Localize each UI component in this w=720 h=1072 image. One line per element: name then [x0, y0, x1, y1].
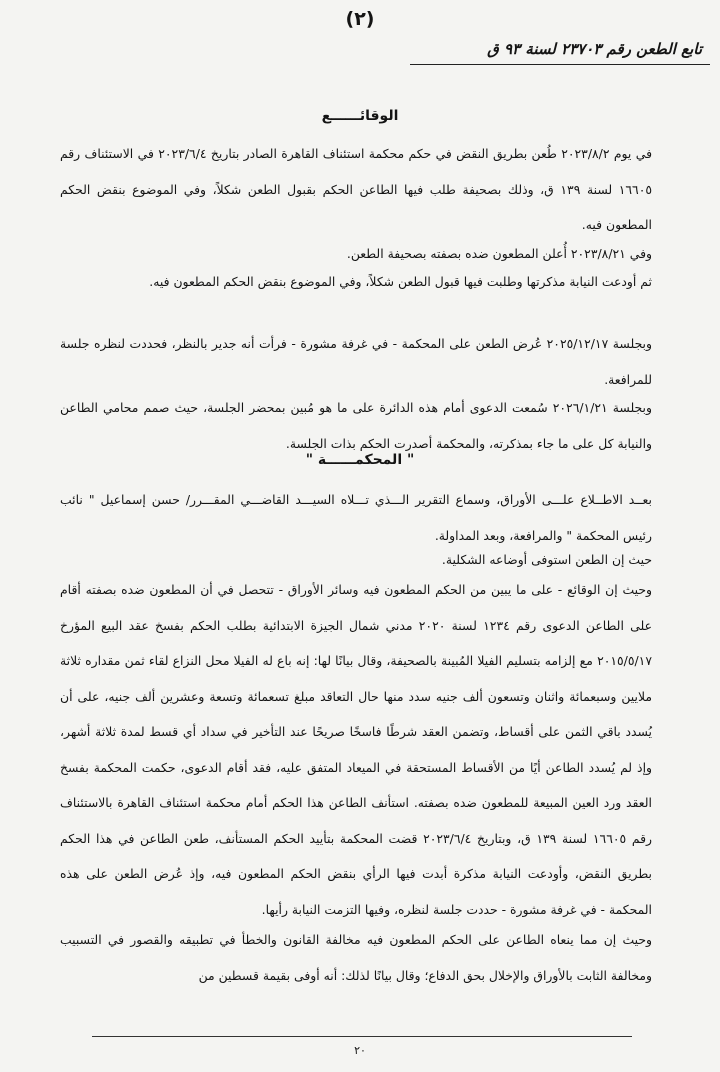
facts-section-title: الوقائــــــع — [321, 108, 399, 124]
paragraph-appeal-grounds: وحيث إن مما ينعاه الطاعن على الحكم المطعون فيه مخالفة القانون والخطأ في تطبيقه والقصور في التسبيب ومخالفة الثابت بالأوراق والإخلال بحق الدفاع؛ وقال بيانًا لذلك: أنه أوفى بقيمة قسطين من — [60, 932, 652, 983]
paragraph-prosecution-memo: ثم أودعت النيابة مذكرتها وطلبت فيها قبول الطعن شكلاً، وفي الموضوع بنقض الحكم المطعون فيه. — [149, 274, 652, 289]
header-underline — [410, 64, 710, 65]
footer-rule — [92, 1036, 632, 1037]
paragraph-filing: في يوم ٢٠٢٣/٨/٢ طُعن بطريق النقض في حكم محكمة استئناف القاهرة الصادر بتاريخ ٢٠٢٣/٦/٤ في الاستئناف رقم ١٦٦٠٥ لسنة ١٣٩ ق، وذلك بصحيفة طلب فيها الطاعن الحكم بقبول الطعن شكلاً، وفي الموضوع بنقض الحكم المطعون فيه. — [60, 146, 653, 232]
page-number: (٢) — [345, 8, 375, 30]
paragraph-deliberation: بعــد الاطــلاع علـــى الأوراق، وسماع التقرير الـــذي تـــلاه السيـــد القاضـــي المقـــرر/ حسن إسماعيل " نائب رئيس المحكمة " والمرافعة، وبعد المداولة. — [60, 492, 652, 543]
court-section-title: " المحكمــــــة " — [305, 452, 415, 468]
paragraph-chamber-review: وبجلسة ٢٠٢٥/١٢/١٧ عُرض الطعن على المحكمة - في غرفة مشورة - فرأت أنه جدير بالنظر، فحددت لنظره جلسة للمرافعة. — [60, 336, 652, 387]
paragraph-notification: وفي ٢٠٢٣/٨/٢١ أُعلن المطعون ضده بصفته بصحيفة الطعن. — [346, 246, 652, 261]
paragraph-case-facts: وحيث إن الوقائع - على ما يبين من الحكم المطعون فيه وسائر الأوراق - تتحصل في أن المطعون ضده بصفته أقام على الطاعن الدعوى رقم ١٢٣٤ لسنة ٢٠٢٠ مدني شمال الجيزة الابتدائية بطلب الحكم بفسخ عقد البيع المؤرخ ٢٠١٥/٥/١٧ مع إلزامه بتسليم الفيلا المُبينة بالصحيفة، وقال بيانًا لها: إنه باع له الفيلا محل النزاع لقاء ثمن مقداره ثلاثة ملايين وسبعمائة واثنان وتسعون ألف جنيه سدد منها حال التعاقد مبلغ تسعمائة وتسعة وعشرين ألف جنيه، على أن يُسدد باقي الثمن على أقساط، وتضمن العقد شرطًا فاسخًا صريحًا عند التأخير في سداد أي قسط لمدة ثلاثة أشهر، وإذ لم يُسدد الطاعن أيًا من الأقساط المستحقة في الميعاد المتفق عليه، فقد أقام الدعوى، حكمت المحكمة بفسخ العقد ورد العين المبيعة للمطعون ضده بصفته. استأنف الطاعن هذا الحكم أمام محكمة استئناف القاهرة بالاستئناف رقم ١٦٦٠٥ لسنة ١٣٩ ق، وبتاريخ ٢٠٢٣/٦/٤ قضت المحكمة بتأييد الحكم المستأنف، طعن الطاعن في هذا الحكم بطريق النقض، وأودعت النيابة مذكرة أبدت فيها الرأي بنقض الحكم المطعون فيه، وإذ عُرض الطعن على هذه المحكمة - في غرفة مشورة - حددت جلسة لنظره، وفيها التزمت النيابة رأيها. — [60, 582, 652, 917]
paragraph-formal-admissibility: حيث إن الطعن استوفى أوضاعه الشكلية. — [441, 552, 652, 567]
paragraph-hearing: وبجلسة ٢٠٢٦/١/٢١ سُمعت الدعوى أمام هذه الدائرة على ما هو مُبين بمحضر الجلسة، حيث صمم محامي الطاعن والنيابة كل على ما جاء بمذكرته، والمحكمة أصدرت الحكم بذات الجلسة. — [60, 400, 652, 451]
footer-page-mark: ٢٠ — [354, 1044, 366, 1057]
case-reference: تابع الطعن رقم ٢٣٧٠٣ لسنة ٩٣ ق — [487, 40, 702, 58]
